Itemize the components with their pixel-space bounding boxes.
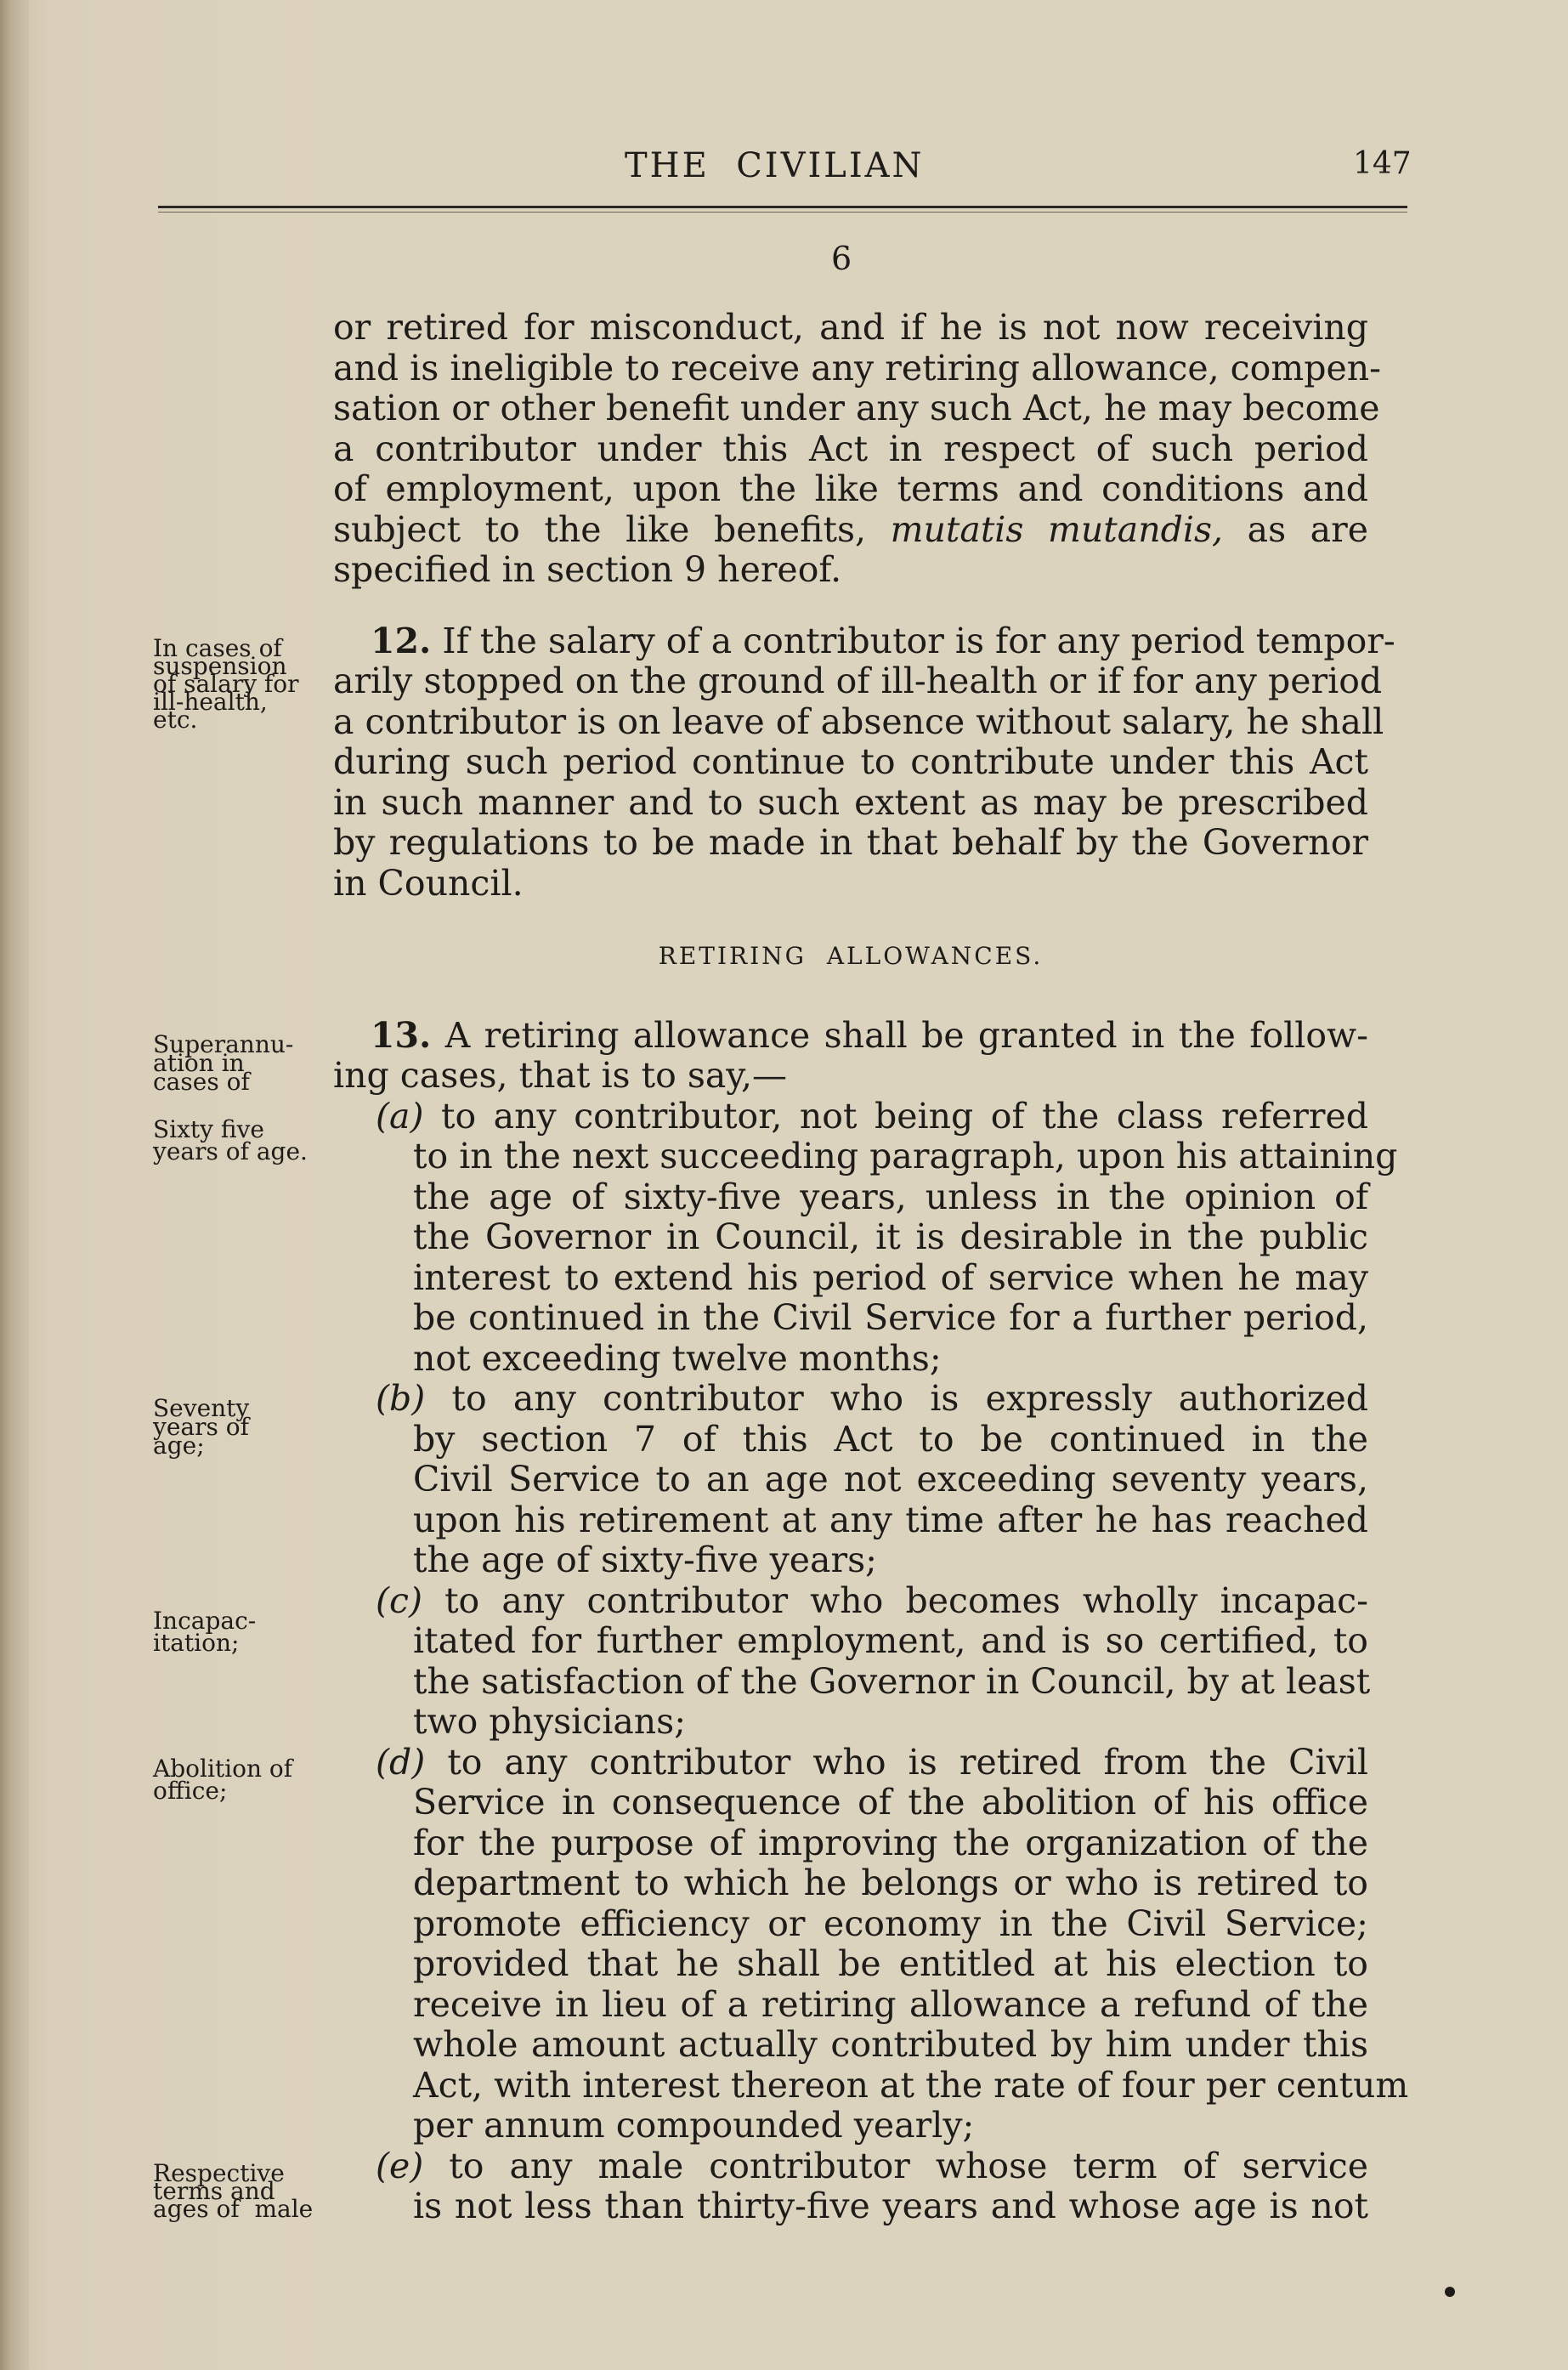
text-line: Service in consequence of the abolition of his office bbox=[413, 1782, 1368, 1823]
text-line: per annum compounded yearly; bbox=[413, 2105, 975, 2146]
binding-edge bbox=[0, 0, 29, 2370]
running-head: THE CIVILIAN bbox=[625, 146, 925, 185]
text-line: in such manner and to such extent as may be prescribed bbox=[333, 781, 1368, 823]
text-line: of employment, upon the like terms and conditions and bbox=[333, 468, 1368, 509]
margin-note-superannuation: Superannu- ation in cases of bbox=[153, 1030, 294, 1096]
margin-note-suspension: In cases of suspension of salary for ill-health, etc. bbox=[153, 634, 299, 734]
header-rule-thin bbox=[158, 212, 1407, 213]
text-line bbox=[333, 1016, 1368, 1057]
text-line: be continued in the Civil Service for a further period, bbox=[413, 1297, 1368, 1338]
text-fragment: to any male contributor whose term of service bbox=[449, 2145, 1368, 2186]
text-line: arily stopped on the ground of ill-health or if for any period bbox=[333, 661, 1383, 701]
spacer bbox=[333, 977, 1368, 1016]
text-line: in Council. bbox=[333, 862, 524, 904]
text-fragment: A retiring allowance shall be granted in the follow- bbox=[444, 1014, 1368, 1056]
text-line: a contributor is on leave of absence without salary, he shall bbox=[333, 700, 1384, 742]
text-line: during such period continue to contribute under this Act bbox=[333, 741, 1368, 782]
clause-label: (c) bbox=[376, 1579, 422, 1621]
text-line: interest to extend his period of service when he may bbox=[413, 1256, 1368, 1298]
margin-note-respective-terms: Respective terms and ages of male bbox=[153, 2159, 314, 2223]
text-line: by regulations to be made in that behalf by the Governor bbox=[333, 822, 1368, 863]
text-line bbox=[333, 1097, 1368, 1137]
text-line: for the purpose of improving the organization of the bbox=[413, 1822, 1368, 1863]
spacer bbox=[333, 591, 1368, 621]
text-fragment: as are bbox=[1247, 508, 1368, 550]
clause-c bbox=[333, 1579, 1371, 1743]
clause-a bbox=[333, 1095, 1398, 1380]
spacer bbox=[333, 904, 1368, 936]
margin-note-abolition: Abolition of office; bbox=[153, 1755, 293, 1805]
text-line: receive in lieu of a retiring allowance a refund of the bbox=[413, 1983, 1368, 2025]
text-line bbox=[333, 1379, 1368, 1420]
text-line bbox=[333, 1743, 1368, 1783]
margin-note-seventy: Seventy years of age; bbox=[153, 1394, 250, 1460]
text-line: not exceeding twelve months; bbox=[413, 1337, 942, 1379]
section-12-number: 12. bbox=[371, 620, 432, 661]
text-line: the satisfaction of the Governor in Council, by at least bbox=[413, 1660, 1371, 1702]
section-13-number: 13. bbox=[371, 1014, 432, 1056]
clause-label: (b) bbox=[376, 1378, 426, 1419]
clause-e bbox=[333, 2146, 1368, 2227]
text-line: specified in section 9 hereof. bbox=[333, 549, 842, 590]
text-line: ing cases, that is to say,— bbox=[333, 1055, 788, 1096]
clause-d bbox=[333, 1741, 1409, 2146]
clause-label: (a) bbox=[376, 1095, 424, 1137]
paragraph-11-continued bbox=[333, 307, 1381, 591]
text-line: department to which he belongs or who is retired to bbox=[413, 1863, 1368, 1903]
text-fragment: to any contributor, not being of the class referred bbox=[440, 1095, 1368, 1137]
text-fragment: to any contributor who is retired from the Civil bbox=[447, 1741, 1368, 1783]
text-line bbox=[333, 2146, 1368, 2187]
text-line bbox=[333, 620, 1395, 662]
text-line: whole amount actually contributed by him under this bbox=[413, 2024, 1368, 2065]
sheet-number: 6 bbox=[831, 240, 852, 277]
text-line: provided that he shall be entitled at his election to bbox=[413, 1943, 1368, 1984]
section-heading: RETIRING ALLOWANCES. bbox=[658, 942, 1044, 970]
text-fragment: to any contributor who becomes wholly incapac- bbox=[444, 1579, 1368, 1621]
clause-label: (e) bbox=[376, 2145, 424, 2186]
clause-b bbox=[333, 1379, 1368, 1581]
header-rule bbox=[158, 206, 1407, 208]
section-12 bbox=[333, 620, 1395, 904]
text-line: promote efficiency or economy in the Civil Service; bbox=[413, 1902, 1368, 1944]
section-13 bbox=[333, 1016, 1368, 1097]
text-line: the age of sixty-five years, unless in the opinion of bbox=[413, 1176, 1368, 1217]
text-fragment: to any contributor who is expressly authorized bbox=[451, 1378, 1368, 1419]
latin-phrase: mutatis mutandis, bbox=[890, 508, 1224, 550]
text-line: two physicians; bbox=[413, 1701, 687, 1742]
body-text bbox=[333, 307, 1409, 2227]
text-line bbox=[333, 1581, 1368, 1622]
text-line: itated for further employment, and is so certified, to bbox=[413, 1620, 1368, 1661]
text-line: Act, with interest thereon at the rate of four per centum bbox=[413, 2064, 1409, 2106]
text-fragment: If the salary of a contributor is for any period tempor- bbox=[442, 620, 1395, 661]
ink-speck bbox=[1445, 2287, 1455, 2297]
text-line: to in the next succeeding paragraph, upon his attaining bbox=[413, 1136, 1398, 1176]
text-line: or retired for misconduct, and if he is not now receiving bbox=[333, 307, 1368, 348]
text-line: Civil Service to an age not exceeding seventy years, bbox=[413, 1459, 1368, 1500]
text-line: sation or other benefit under any such Act, he may become bbox=[333, 388, 1380, 428]
text-line bbox=[333, 510, 1368, 551]
page-number: 147 bbox=[1353, 146, 1412, 181]
clause-label: (d) bbox=[376, 1741, 426, 1783]
text-line: the age of sixty-five years; bbox=[413, 1539, 877, 1580]
text-line: and is ineligible to receive any retiring allowance, compen- bbox=[333, 347, 1381, 388]
text-line: is not less than thirty-five years and whose age is not bbox=[413, 2186, 1368, 2226]
text-line: a contributor under this Act in respect of such period bbox=[333, 428, 1368, 469]
text-fragment: subject to the like benefits, bbox=[333, 508, 867, 550]
text-line: the Governor in Council, it is desirable in the public bbox=[413, 1216, 1368, 1257]
text-line: by section 7 of this Act to be continued in the bbox=[413, 1418, 1368, 1460]
margin-note-incapacitation: Incapac- itation; bbox=[153, 1607, 257, 1657]
text-line: upon his retirement at any time after he has reached bbox=[413, 1499, 1368, 1540]
margin-note-sixty-five: Sixty five years of age. bbox=[153, 1115, 308, 1165]
